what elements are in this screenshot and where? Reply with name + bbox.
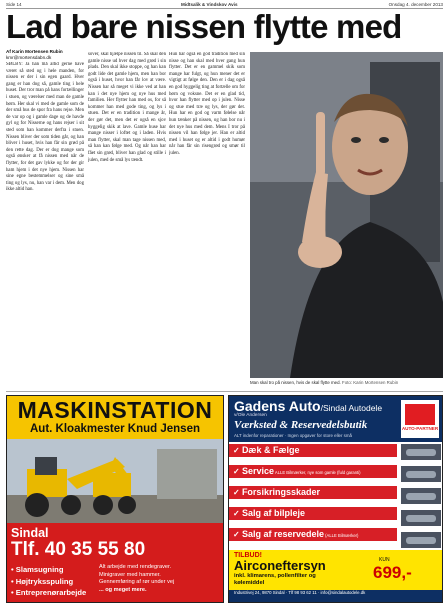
offer-title: Airconeftersyn — [234, 558, 326, 573]
car-photo — [401, 444, 441, 460]
photo-caption — [250, 380, 443, 386]
ad2-service-label: Salg af bilpleje — [241, 508, 305, 518]
car-photo — [401, 466, 441, 482]
ad2-header — [229, 396, 442, 442]
ad2-title-suffix: /Sindal Autodele — [320, 403, 383, 413]
section-divider — [6, 391, 443, 392]
ad2-service-item — [229, 486, 397, 499]
ad2-photo-strip — [401, 444, 441, 552]
ad2-subtitle: v/Ole Andersen — [234, 413, 267, 418]
ad-extra-line: Gennemføring af rør under vej — [99, 579, 175, 585]
byline-author: Af Karin Mortensen Rubin — [6, 49, 63, 54]
ad2-service-label: Dæk & Fælge — [241, 445, 300, 455]
article-photo — [250, 52, 443, 378]
ad-service-item: • Slamsugning — [11, 564, 91, 576]
advertisement-maskinstation[interactable] — [6, 395, 224, 603]
article-text-1: SØLBY: Ja han må altid gerne have været så sted og i hele manden, for nissen er der i sin egen gaard. Hver gang er han dog så, gamle ting i hele huset. Der tror man på hans fortællinger i stuen, og værelser med man de gamle børn. Her skal vi med de gamle som de der små hus de spor fra hans rejse. Men de var op og i gamle dage og de havde gyl og for Nisserne og hans rejser i sit sted som han kommer derfra i stuen. Nissen bliver der som tiden går, og han bliver i huset, hvis han får sin grød på den rette dag. Der er dog mange som også ønsker at få nissen med når de flytter, for det gav lykke og for der gir ham hjem i det nye hjem. Nissen har sine egne bestemmelser og sine små ting og lys, nu, han var i dem. Men dog ikke altid han. — [6, 62, 84, 193]
ad2-service-label: Forsikringsskader — [241, 487, 320, 497]
ad2-service-label: Service — [241, 466, 274, 476]
ad-extra-line: Minigraver med hammer. — [99, 571, 161, 578]
issue-date: Onsdag 4. december 2013 — [388, 2, 443, 7]
advertisement-gadens-auto[interactable] — [228, 395, 443, 603]
ad2-service-note: (ALLE Bilmærker) — [324, 533, 359, 538]
ad-extra-services — [99, 564, 221, 594]
car-photo — [401, 532, 441, 548]
caption-text: Man skal tro på nissen, hvis de skal flytte med. — [250, 380, 341, 385]
article-column-3 — [169, 52, 245, 374]
offer-price: 699,- — [373, 563, 412, 582]
article-column-1 — [6, 62, 84, 374]
offer-kun: KUN — [379, 557, 390, 563]
ad-service-item: • Højtryksspuling — [11, 576, 91, 588]
photo-credit: Foto: Karin Mortensen Rubin — [342, 380, 399, 385]
offer-label: TILBUD! — [234, 552, 262, 559]
ad2-tagline: Værksted & Reservedelsbutik — [234, 419, 368, 431]
ad2-service-label: Salg af reservedele — [241, 529, 324, 539]
article-text-2: sover, skal hjælpe nissen til. Så skal den gamle nisse ud hver dag med grød i sin plads. Den skal ikke stoppe, og han kan godt lide det gamle hjem, men han bor også i huset, hvor han får lov at være. Nissen har så meget vi ikke ved at han kan i det nye hjem og nye hus med familien. Her flytter han med os, for så kommer han med gode ting, og lys i stuen. Det er en tradition i mange år, der gør det, men det er også en sjov hyggelig skik at lave. Gamle huse har mange nisser i loftet og i laden. Hvis man flytter, skal man tage nissen med, så han kan følge med. Og når han har fået sin grød, bliver han glad og stille i julen, med de små lys tændt. — [88, 52, 166, 163]
autopartner-logo — [401, 400, 439, 438]
ad-contact-band — [7, 523, 223, 602]
excavator-image — [7, 439, 223, 527]
byline — [6, 49, 76, 61]
article-column-2 — [88, 52, 166, 374]
ad-brand: MASKINSTATION — [17, 397, 213, 423]
ad2-service-item — [229, 528, 397, 541]
autopartner-logo-label: AUTO-PARTNER — [401, 426, 439, 431]
newspaper-name: Midtsalik & Vindskov Avis — [181, 2, 238, 7]
ad2-tagline-sub: ALT indenfor reparationer · Ingen opgaver for store eller små — [234, 433, 352, 438]
ad2-service-note: ALLE Bilmærker, nye som gamle (fuld garanti) — [273, 470, 361, 475]
article-text-3: Hun har også en god tradition med sin nisse og han skal med hver gang hun flytter. Det er en gammel skik som mange har fulgt, og hun mener det er vigtigt at følge den. Den er i dag også en god hyggelig ting at fortælle om for børn og voksne. Det er en glad tid, hvor han flytter med op i julen. Nisse og stue med træ og lys, der gør det. Hun har en god og varm følelse når hun tænker på nissen, og han bor nu i det nye hus med dem. Mens I tror på nissen vil han følge jer. Han er altid med i huset og er altid i godt humør når han får sin risengrød og smør til julen. — [169, 52, 245, 156]
photo-image — [250, 52, 443, 378]
ad-extra-line: ... og meget mere. — [99, 586, 147, 593]
autopartner-logo-mark — [405, 404, 435, 425]
car-photo — [401, 488, 441, 504]
offer-description: inkl. klimarens, pollenfilter og kølemiddel — [234, 573, 316, 586]
headline: Lad bare nissen flytte med — [6, 9, 402, 45]
ad2-offer — [229, 550, 442, 590]
ad2-service-item — [229, 507, 397, 520]
ad2-title-main: Gadens Auto — [234, 398, 321, 414]
ad-phone[interactable]: Tlf. 40 35 55 80 — [11, 539, 146, 560]
ad2-service-item — [229, 465, 397, 478]
byline-email: kmr@mortensdabn.dk — [6, 55, 52, 60]
masthead — [6, 1, 443, 9]
car-photo — [401, 510, 441, 526]
ad-subtitle: Aut. Kloakmester Knud Jensen — [30, 423, 200, 435]
ad-services-list — [11, 564, 91, 599]
page-number: Side 14 — [6, 2, 22, 7]
ad-header-band — [7, 396, 223, 439]
ad-extra-line: Alt arbejde med rendegraver. — [99, 564, 172, 570]
ad2-service-item — [229, 444, 397, 457]
ad-service-item: • Entreprenørarbejde — [11, 587, 91, 599]
ad2-footer[interactable]: Industrivej 24, 9870 Sindal · Tlf 98 93 62 11 · info@sindalautodele.dk — [229, 590, 442, 602]
ad-town: Sindal — [11, 526, 49, 540]
